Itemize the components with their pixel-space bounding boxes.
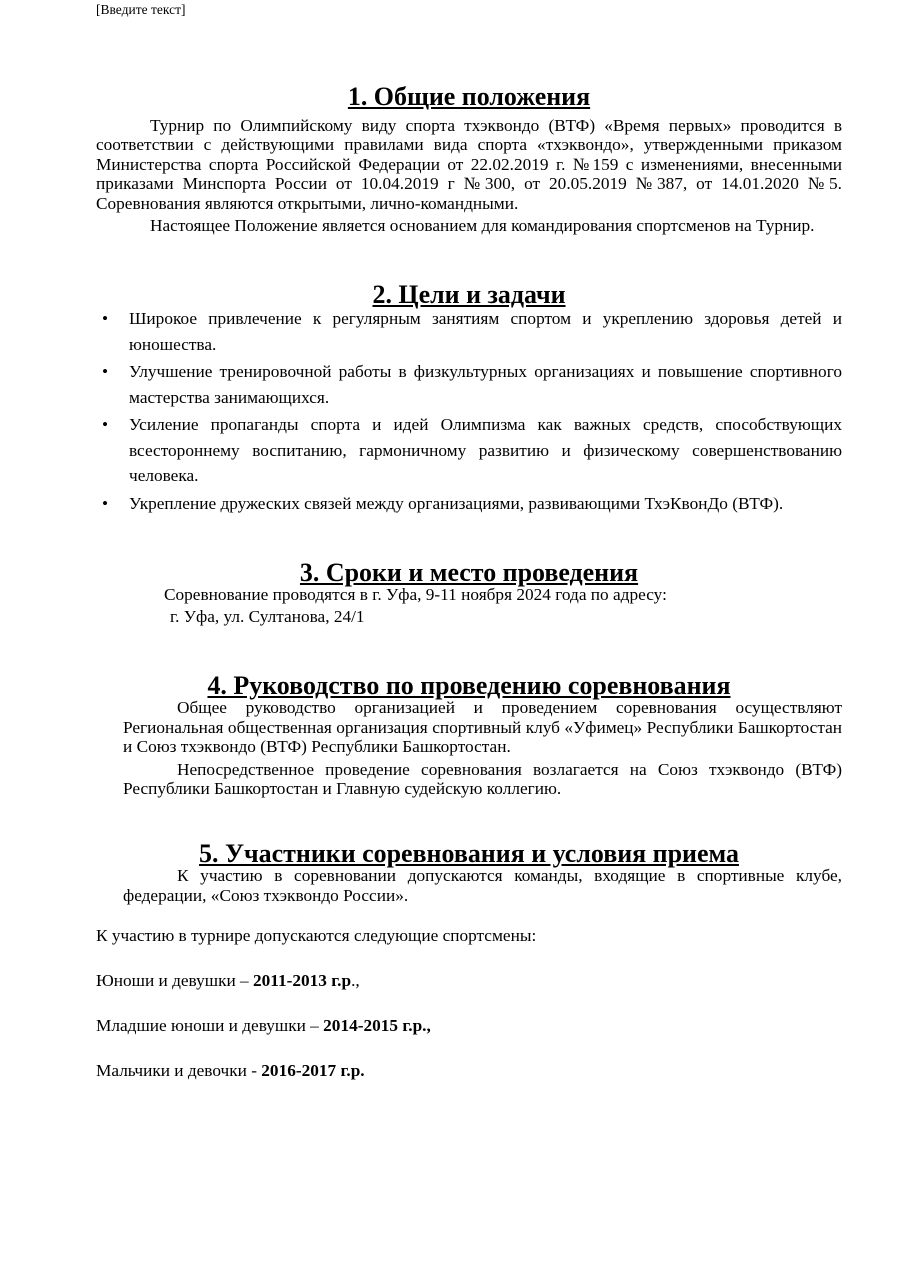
age-group-label: Младшие юноши и девушки – xyxy=(96,1016,324,1036)
section-5-paragraph-1: К участию в соревновании допускаются команды, входящие в спортивные клубе, федерации, «Союз тхэквондо России». xyxy=(123,866,842,905)
age-group-line xyxy=(96,1015,842,1037)
list-item-text: Улучшение тренировочной работы в физкультурных организациях и повышение спортивного мастерства занимающихся. xyxy=(129,362,842,407)
list-item xyxy=(96,491,842,517)
age-group-years: 2014-2015 г.р., xyxy=(323,1016,431,1036)
list-item-text: Усиление пропаганды спорта и идей Олимпизма как важных средств, способствующих всестороннему воспитанию, гармоничному развитию и физическому совершенствованию человека. xyxy=(129,415,842,486)
section-5-body xyxy=(123,866,842,905)
section-4-paragraph-1: Общее руководство организацией и проведением соревнования осуществляют Региональная общественная организация спортивный клуб «Уфимец» Республики Башкортостан и Союз тхэквондо (ВТФ) Республики Башкортостан. xyxy=(123,698,842,757)
section-4-paragraph-2: Непосредственное проведение соревнования возлагается на Союз тхэквондо (ВТФ) Республики Башкортостан и Главную судейскую коллегию. xyxy=(123,759,842,799)
section-1-title: 1. Общие положения xyxy=(347,82,591,111)
section-1-paragraph-1: Турнир по Олимпийскому виду спорта тхэквондо (ВТФ) «Время первых» проводится в соответствии с действующими правилами вида спорта «тхэквондо», утвержденными приказом Министерства спорта Российской Федерации от 22.02.2019 г. №159 с изменениями, внесенными приказами Минспорта России от 10.04.2019 г №300, от 20.05.2019 №387, от 14.01.2020 №5. Соревнования являются открытыми, лично-командными. xyxy=(96,116,842,213)
bullet-icon: • xyxy=(102,309,109,329)
bullet-icon: • xyxy=(102,362,109,382)
section-4-body xyxy=(123,698,842,798)
age-group-years: 2011-2013 г.р xyxy=(253,971,352,991)
section-3-title: 3. Сроки и место проведения xyxy=(299,558,639,588)
age-group-label: Мальчики и девочки - xyxy=(96,1061,262,1081)
document-body xyxy=(96,82,842,1082)
age-group-line xyxy=(96,1060,842,1082)
list-item xyxy=(96,412,842,489)
bullet-icon: • xyxy=(102,415,109,435)
venue-date-line: Соревнование проводятся в г. Уфа, 9-11 ноября 2024 года по адресу: xyxy=(164,585,667,605)
age-group-line xyxy=(96,970,842,992)
bullet-icon: • xyxy=(102,493,109,513)
age-group-suffix: ., xyxy=(351,971,360,991)
venue-address-line: г. Уфа, ул. Султанова, 24/1 xyxy=(170,607,365,627)
list-item xyxy=(96,359,842,410)
list-item-text: Широкое привлечение к регулярным занятиям спортом и укреплению здоровья детей и юношества. xyxy=(129,309,842,354)
age-group-label: Юноши и девушки – xyxy=(96,971,253,991)
age-group-years: 2016-2017 г.р. xyxy=(261,1061,365,1081)
section-5-title: 5. Участники соревнования и условия приема xyxy=(199,839,739,869)
list-item-text: Укрепление дружеских связей между организациями, развивающими ТхэКвонДо (ВТФ). xyxy=(129,493,784,513)
section-4-title: 4. Руководство по проведению соревнования xyxy=(207,671,731,701)
participants-intro: К участию в турнире допускаются следующие спортсмены: xyxy=(96,926,537,946)
list-item xyxy=(96,306,842,357)
section-2-title: 2. Цели и задачи xyxy=(372,280,566,310)
page-header-placeholder[interactable]: [Введите текст] xyxy=(96,2,186,17)
section-1-paragraph-2: Настоящее Положение является основанием для командирования спортсменов на Турнир. xyxy=(150,216,815,236)
goals-list xyxy=(96,306,842,516)
